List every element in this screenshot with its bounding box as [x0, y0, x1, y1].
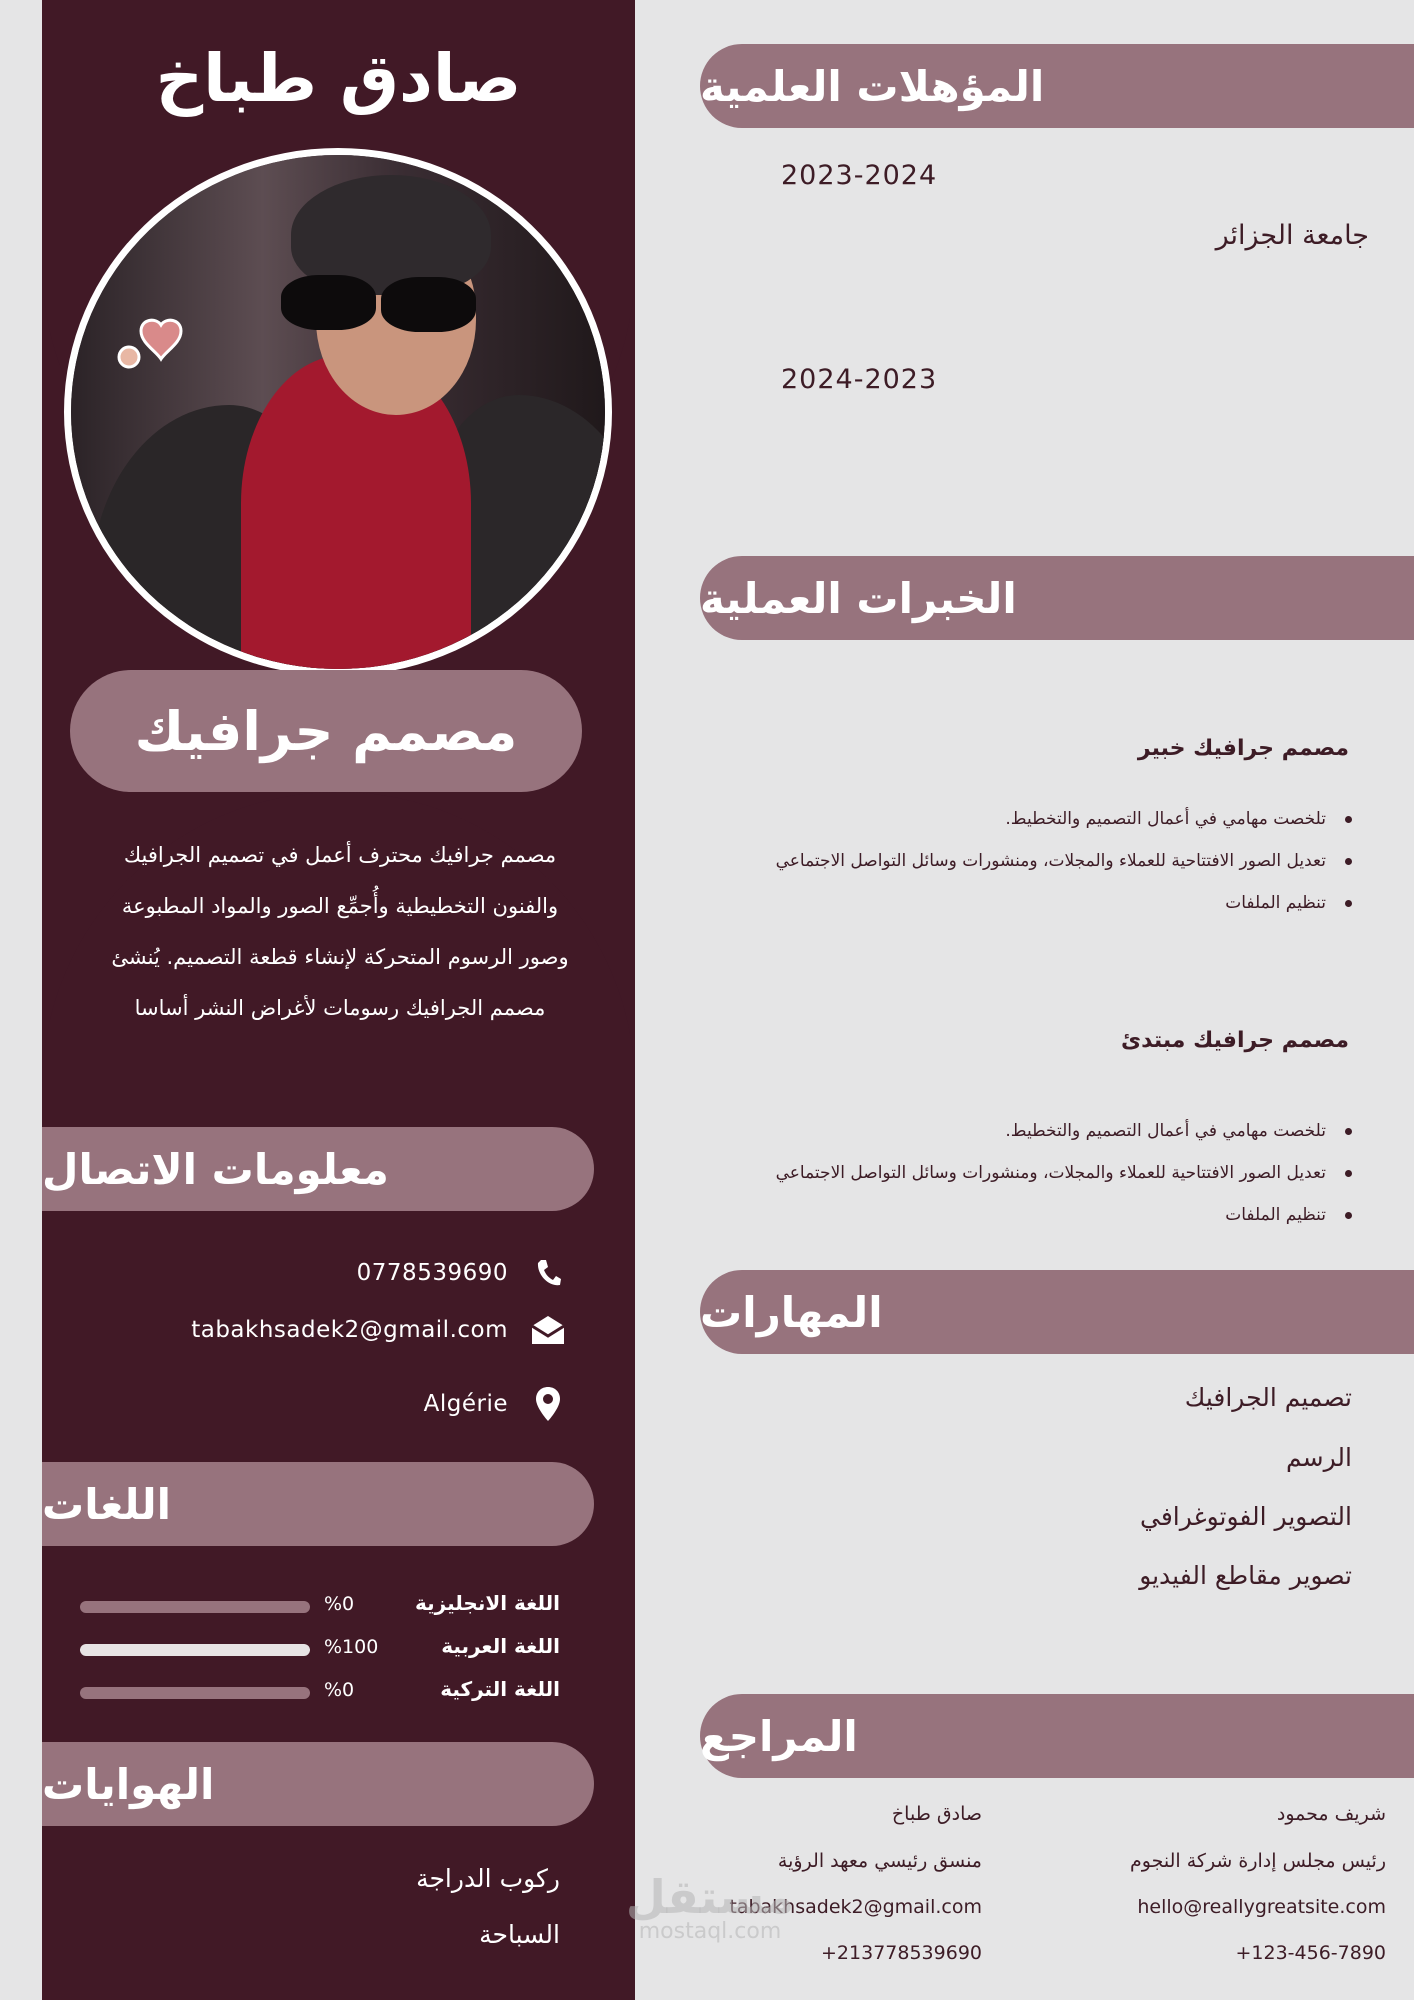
photo-glasses-right	[381, 277, 476, 332]
job-title: مصمم جرافيك خبير	[1137, 736, 1349, 761]
skills-heading: المهارات	[700, 1270, 1414, 1354]
job-title: مصمم جرافيك مبتدئ	[1120, 1028, 1349, 1053]
phone-icon	[530, 1255, 566, 1291]
language-row	[80, 1634, 560, 1664]
education-years: 2023-2024	[781, 160, 938, 191]
language-percent: %100	[324, 1636, 379, 1658]
reference-role: رئيس مجلس إدارة شركة النجوم	[1130, 1850, 1386, 1872]
skill-item: التصوير الفوتوغرافي	[1140, 1502, 1352, 1531]
reference-email[interactable]: tabakhsadek2@gmail.com	[729, 1896, 982, 1918]
phone-value[interactable]: 0778539690	[356, 1260, 508, 1286]
language-name: اللغة العربية	[441, 1634, 560, 1658]
profile-photo	[64, 148, 612, 676]
contact-email-row	[191, 1312, 566, 1348]
job-bullet: تنظيم الملفات	[672, 882, 1352, 924]
about-text: مصمم جرافيك محترف أعمل في تصميم الجرافيك والفنون التخطيطية وأُجمِّع الصور والمواد المطبوعة وصور الرسوم المتحركة لإنشاء قطعة التصميم. يُنشئ مصمم الجرافيك رسومات لأغراض النشر أساسا	[111, 843, 569, 1020]
education-heading: المؤهلات العلمية	[700, 44, 1414, 128]
references-heading: المراجع	[700, 1694, 1414, 1778]
language-name: اللغة التركية	[440, 1677, 560, 1701]
profile-name: صادق طباخ	[155, 40, 522, 117]
reference-name: شريف محمود	[1276, 1803, 1386, 1825]
watermark-text: مستقل	[625, 1870, 795, 1924]
reference-phone[interactable]: +213778539690	[821, 1942, 982, 1964]
education-school: جامعة الجزائر	[1215, 220, 1369, 251]
language-bar	[80, 1644, 310, 1656]
heart-sticker-icon	[111, 315, 191, 375]
location-value: Algérie	[423, 1391, 508, 1417]
language-bar	[80, 1687, 310, 1699]
language-bar-fill	[80, 1644, 310, 1656]
hobby-item: السباحة	[479, 1920, 560, 1949]
watermark-sub: mostaql.com	[638, 1919, 782, 1944]
job-bullet: تلخصت مهامي في أعمال التصميم والتخطيط.	[672, 798, 1352, 840]
watermark	[620, 1870, 800, 1945]
hobby-item: ركوب الدراجة	[416, 1864, 560, 1893]
hobbies-heading: الهوايات	[42, 1742, 594, 1826]
job-bullet: تعديل الصور الافتتاحية للعملاء والمجلات، ومنشورات وسائل التواصل الاجتماعي	[672, 840, 1352, 882]
skill-item: تصوير مقاطع الفيديو	[1139, 1561, 1352, 1590]
contact-heading: معلومات الاتصال	[42, 1127, 594, 1211]
reference-email[interactable]: hello@reallygreatsite.com	[1137, 1896, 1386, 1918]
photo-hoodie	[241, 355, 471, 676]
job-bullet: تنظيم الملفات	[672, 1194, 1352, 1236]
skill-item: تصميم الجرافيك	[1184, 1383, 1352, 1412]
job-bullets	[672, 798, 1352, 924]
education-years: 2024-2023	[781, 364, 938, 395]
reference-phone[interactable]: +123-456-7890	[1235, 1942, 1386, 1964]
map-pin-icon	[530, 1386, 566, 1422]
envelope-icon	[530, 1312, 566, 1348]
skill-item: الرسم	[1286, 1443, 1352, 1472]
language-bar	[80, 1601, 310, 1613]
contact-phone-row	[357, 1255, 566, 1291]
reference-role: منسق رئيسي معهد الرؤية	[777, 1850, 982, 1872]
languages-heading: اللغات	[42, 1462, 594, 1546]
photo-glasses-left	[281, 275, 376, 330]
reference-name: صادق طباخ	[891, 1803, 982, 1825]
job-title-pill: مصمم جرافيك	[70, 670, 582, 792]
language-row	[80, 1677, 560, 1707]
language-percent: %0	[324, 1679, 355, 1701]
contact-location-row	[424, 1386, 566, 1422]
job-bullet: تلخصت مهامي في أعمال التصميم والتخطيط.	[672, 1110, 1352, 1152]
language-percent: %0	[324, 1593, 355, 1615]
language-row	[80, 1591, 560, 1621]
experience-heading: الخبرات العملية	[700, 556, 1414, 640]
job-bullets	[672, 1110, 1352, 1236]
email-value[interactable]: tabakhsadek2@gmail.com	[191, 1317, 508, 1343]
job-bullet: تعديل الصور الافتتاحية للعملاء والمجلات، ومنشورات وسائل التواصل الاجتماعي	[672, 1152, 1352, 1194]
language-name: اللغة الانجليزية	[415, 1591, 560, 1615]
